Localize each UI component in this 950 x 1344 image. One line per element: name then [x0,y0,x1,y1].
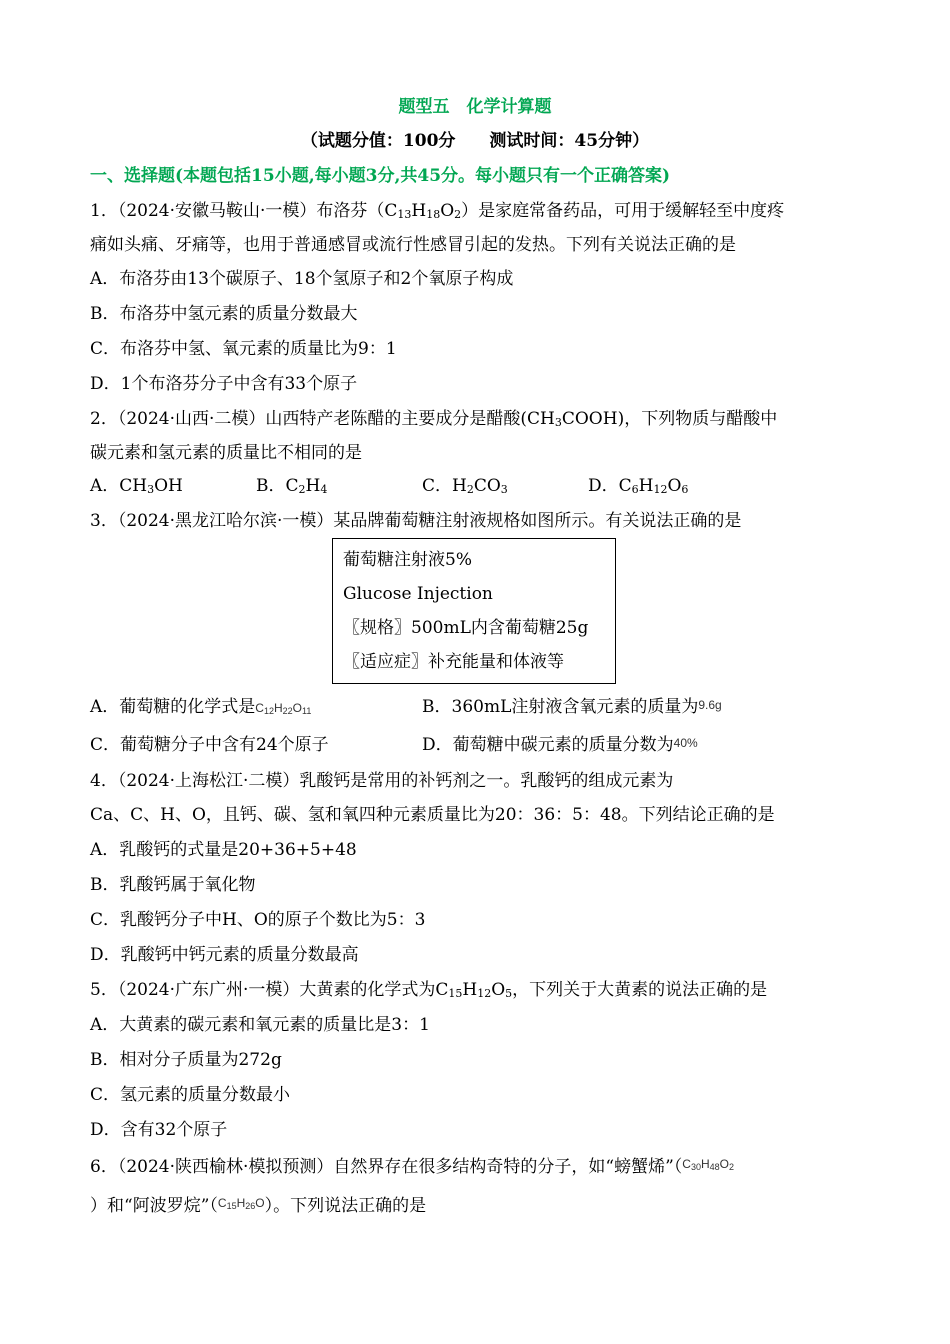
q5-option-a: A．大黄素的碳元素和氧元素的质量比是3：1 [90,1015,430,1035]
q6-stem-line2: ）和“阿波罗烷”（$^{C_{15}H_{26}O}$）。下列说法正确的是 [90,1196,427,1216]
q4-option-c: C．乳酸钙分子中H、O的原子个数比为5：3 [90,910,426,930]
q1-stem-line1: 1．（2024·安徽马鞍山·一模）布洛芬$(C_{13}H_{18}O_2)$是家庭常备药品，可用于缓解轻至中度疼 [90,201,785,221]
q1-stem-line2: 痛如头痛、牙痛等，也用于普通感冒或流行性感冒引起的发热。下列有关说法正确的是 [90,235,736,255]
label-line-english: Glucose Injection [343,584,493,604]
q5-option-c: C．氢元素的质量分数最小 [90,1085,291,1105]
q6-stem-line1: 6．（2024·陕西榆林·模拟预测）自然界存在很多结构奇特的分子，如“螃蟹烯”（$^{C_{30}H_{48}O_2}$ [90,1157,735,1177]
q1-option-d: D．1个布洛芬分子中含有33个原子 [90,374,358,394]
q2-option-c: C．$H_2CO_3$ [422,476,508,496]
q4-option-a: A．乳酸钙的式量是20+36+5+48 [90,840,357,860]
q1-option-a: A．布洛芬由13个碳原子、18个氢原子和2个氧原子构成 [90,269,514,289]
q1-option-c: C．布洛芬中氢、氧元素的质量比为9：1 [90,339,397,359]
q4-option-d: D．乳酸钙中钙元素的质量分数最高 [90,945,359,965]
q5-option-d: D．含有32个原子 [90,1120,228,1140]
q4-option-b: B．乳酸钙属于氧化物 [90,875,256,895]
q2-stem-line2: 碳元素和氢元素的质量比不相同的是 [90,443,362,463]
q3-option-d: D．葡萄糖中碳元素的质量分数为40% [422,735,698,755]
label-line-spec: 〖规格〗500mL内含葡萄糖25g [343,618,589,638]
q5-stem: 5．（2024·广东广州·一模）大黄素的化学式为$C_{15}H_{12}O_5$，下列关于大黄素的说法正确的是 [90,980,768,1000]
glucose-label-box [332,538,616,684]
q2-option-d: D．$C_6H_{12}O_6$ [588,476,689,496]
q3-option-b: B．360mL注射液含氧元素的质量为9.6g [422,697,722,717]
q4-stem-line2: Ca、C、H、O，且钙、碳、氢和氧四种元素质量比为20：36：5：48。下列结论正确的是 [90,805,775,825]
q5-option-b: B．相对分子质量为272g [90,1050,282,1070]
q3-stem: 3．（2024·黑龙江哈尔滨·一模）某品牌葡萄糖注射液规格如图所示。有关说法正确的是 [90,511,742,531]
q1-option-b: B．布洛芬中氢元素的质量分数最大 [90,304,358,324]
q2-option-a: A．$CH_3OH$ [90,476,183,496]
q4-stem-line1: 4．（2024·上海松江·二模）乳酸钙是常用的补钙剂之一。乳酸钙的组成元素为 [90,771,674,791]
label-line-indication: 〖适应症〗补充能量和体液等 [343,652,564,672]
q3-option-c: C．葡萄糖分子中含有24个原子 [90,735,329,755]
q2-option-b: B．$C_2H_4$ [256,476,328,496]
q3-option-a: A．葡萄糖的化学式是$C_{12}H_{22}O_{11}$ [90,697,312,717]
test-info: （试题分值：100分 测试时间：45分钟） [300,131,650,151]
q2-stem-line1: 2．（2024·山西·二模）山西特产老陈醋的主要成分是醋酸$(CH_3COOH)$，下列物质与醋酸中 [90,409,778,429]
label-line-name: 葡萄糖注射液5% [343,550,472,570]
page-title: 题型五 化学计算题 [398,97,552,117]
section-heading: 一、选择题(本题包括15小题,每小题3分,共45分。每小题只有一个正确答案) [90,166,671,186]
